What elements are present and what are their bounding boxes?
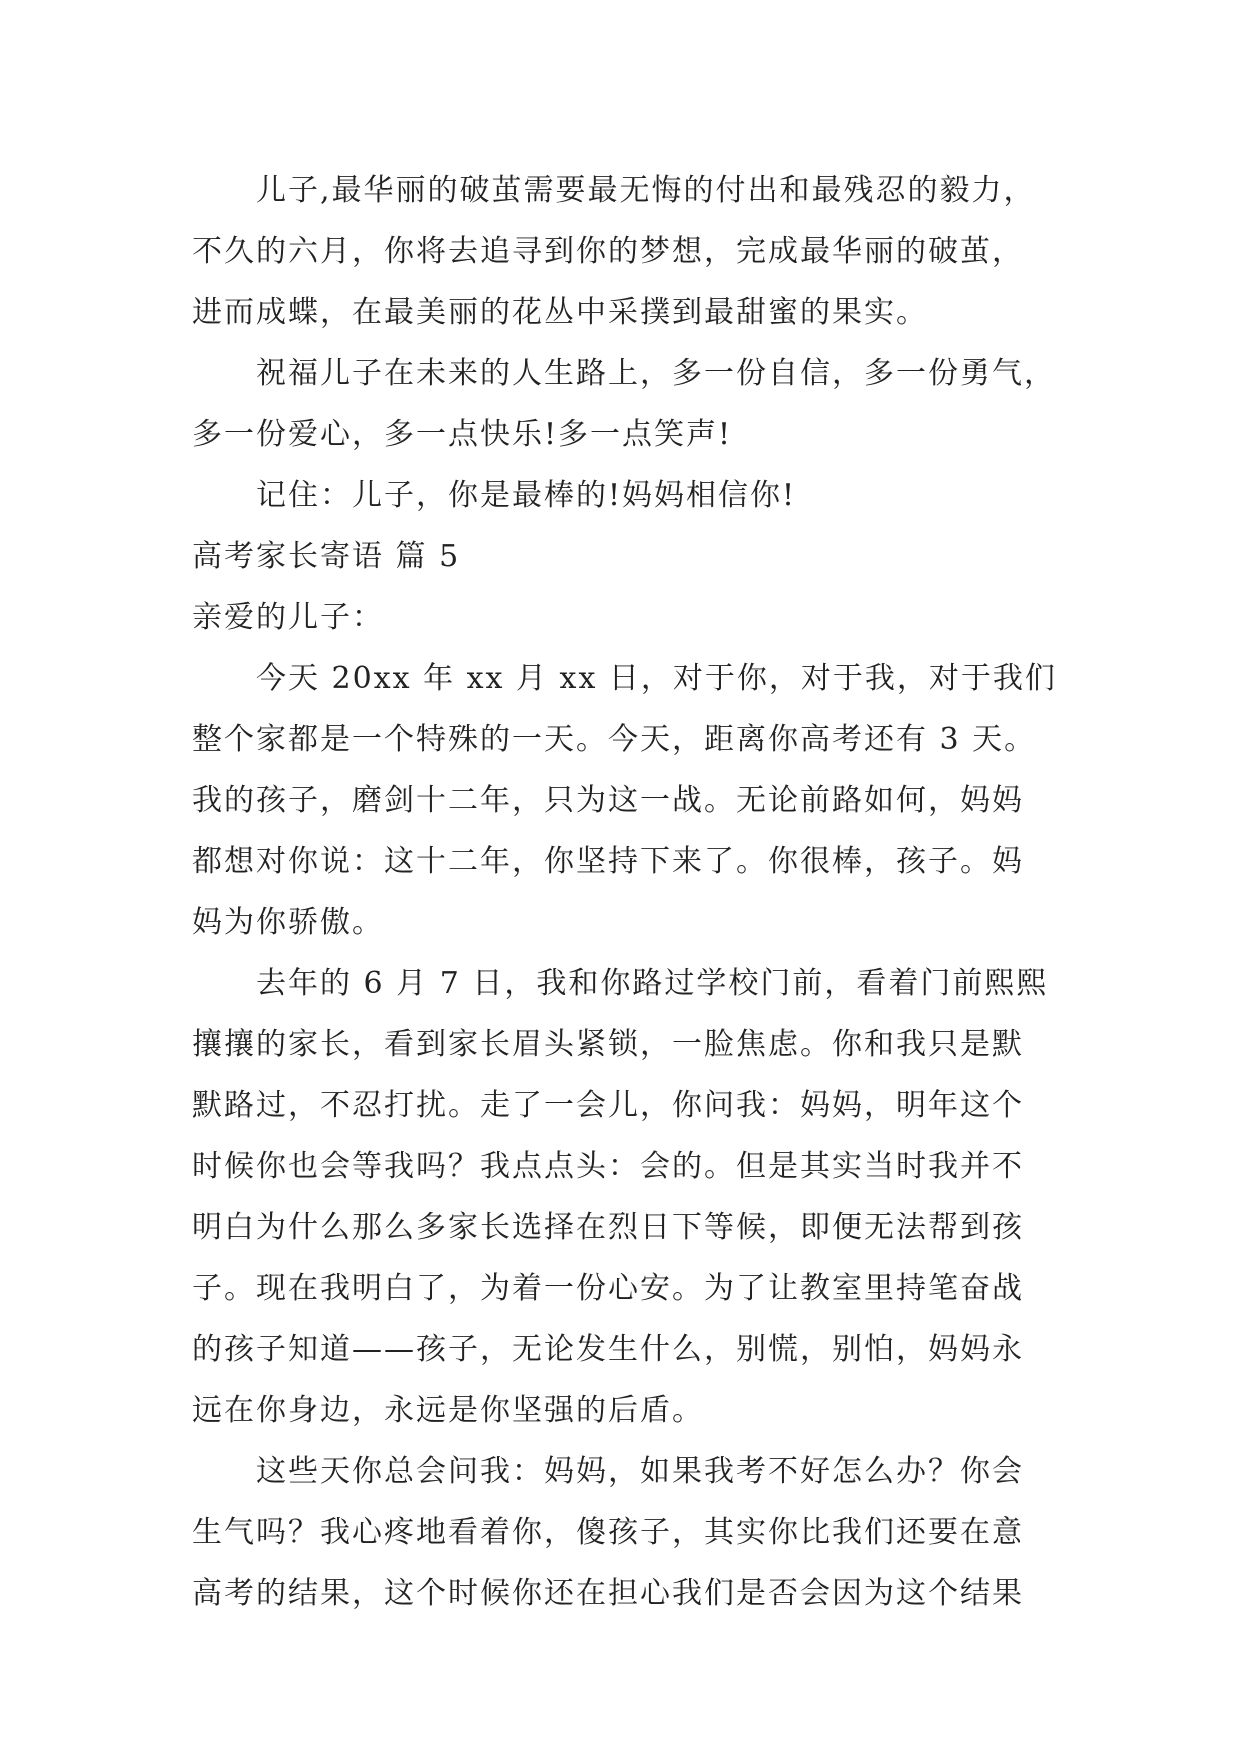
text-line: 祝福儿子在未来的人生路上，多一份自信，多一份勇气， [256,356,1056,391]
text-line: 远在你身边，永远是你坚强的后盾。 [192,1393,704,1428]
text-line: 整个家都是一个特殊的一天。今天，距离你高考还有 3 天。 [192,722,1037,757]
text-line: 这些天你总会问我：妈妈，如果我考不好怎么办？你会 [256,1454,1024,1489]
text-line: 多一份爱心，多一点快乐!多一点笑声! [192,417,733,452]
text-line: 记住：儿子，你是最棒的!妈妈相信你! [256,478,797,513]
text-line: 我的孩子，磨剑十二年，只为这一战。无论前路如何，妈妈 [192,783,1024,818]
text-line: 都想对你说：这十二年，你坚持下来了。你很棒，孩子。妈 [192,844,1024,879]
text-line: 进而成蝶，在最美丽的花丛中采撲到最甜蜜的果实。 [192,295,928,330]
text-line: 明白为什么那么多家长选择在烈日下等候，即便无法帮到孩 [192,1210,1024,1245]
text-line: 不久的六月，你将去追寻到你的梦想，完成最华丽的破茧， [192,234,1024,269]
text-line: 子。现在我明白了，为着一份心安。为了让教室里持笔奋战 [192,1271,1024,1306]
text-line: 默路过，不忍打扰。走了一会儿，你问我：妈妈，明年这个 [192,1088,1024,1123]
text-line: 妈为你骄傲。 [192,905,384,940]
text-line: 生气吗？我心疼地看着你，傻孩子，其实你比我们还要在意 [192,1515,1024,1550]
salutation: 亲爱的儿子： [192,600,384,635]
text-line: 儿子,最华丽的破茧需要最无悔的付出和最残忍的毅力， [256,173,1036,208]
section-heading: 高考家长寄语 篇 5 [192,539,461,574]
text-line: 去年的 6 月 7 日，我和你路过学校门前，看着门前熙熙 [256,966,1049,1001]
document-page [192,160,1072,1624]
text-line: 今天 20xx 年 xx 月 xx 日，对于你，对于我，对于我们 [256,661,1057,696]
text-line: 高考的结果，这个时候你还在担心我们是否会因为这个结果 [192,1576,1024,1611]
text-line: 的孩子知道——孩子，无论发生什么，别慌，别怕，妈妈永 [192,1332,1024,1367]
text-line: 攘攘的家长，看到家长眉头紧锁，一脸焦虑。你和我只是默 [192,1027,1024,1062]
text-line: 时候你也会等我吗？我点点头：会的。但是其实当时我并不 [192,1149,1024,1184]
